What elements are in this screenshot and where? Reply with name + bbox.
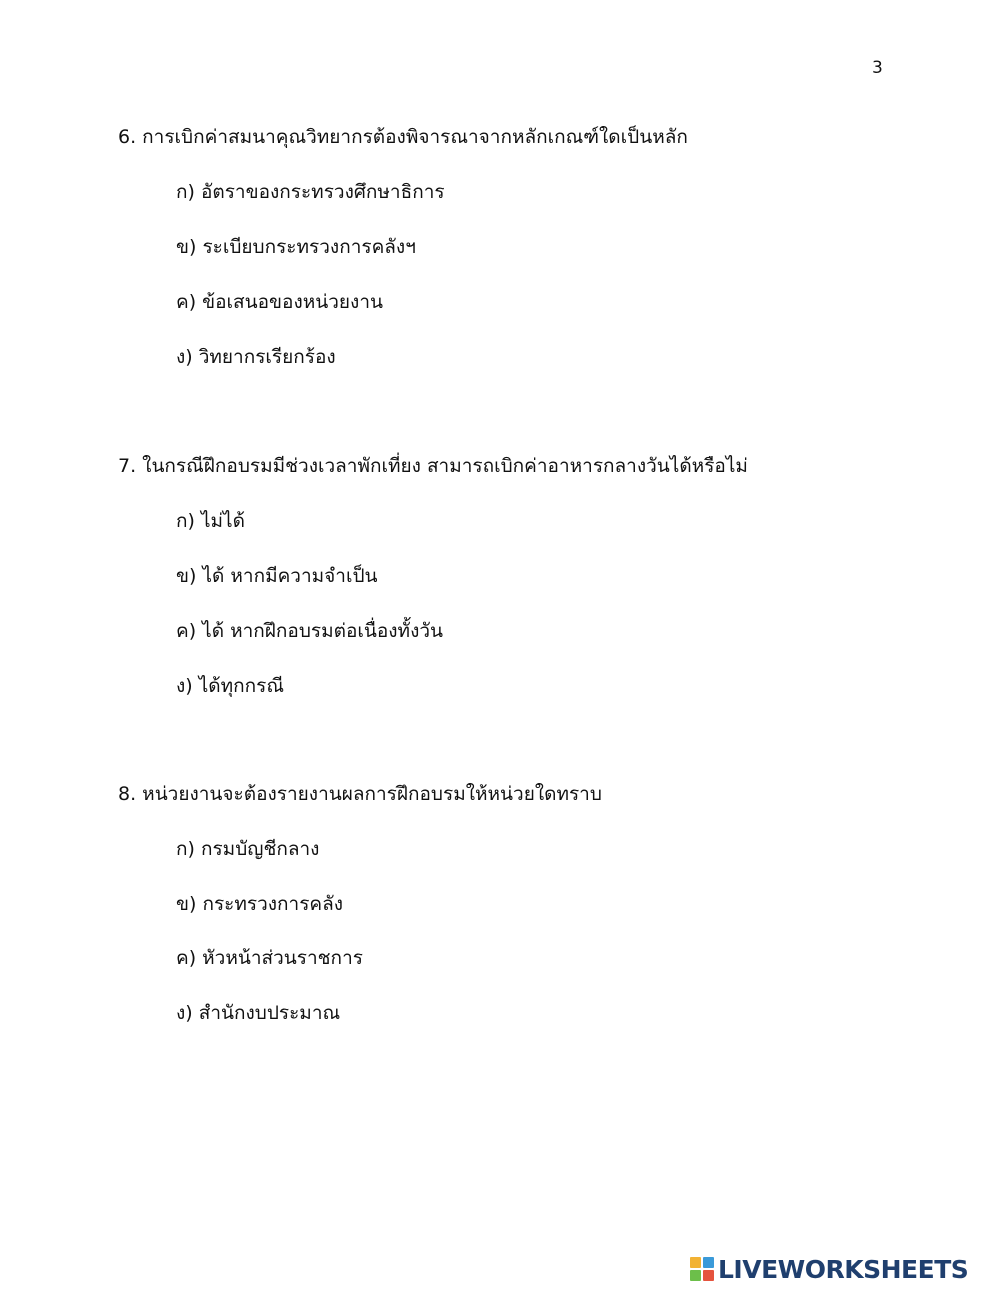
logo-squares-icon (690, 1257, 714, 1281)
page-number: 3 (872, 58, 883, 78)
question-6-option-b[interactable]: ข) ระเบียบกระทรวงการคลังฯ (176, 236, 416, 258)
question-7: 7. ในกรณีฝึกอบรมมีช่วงเวลาพักเที่ยง สามารถเบิกค่าอาหารกลางวันได้หรือไม่ (118, 455, 748, 477)
question-8: 8. หน่วยงานจะต้องรายงานผลการฝึกอบรมให้หน่วยใดทราบ (118, 783, 602, 805)
question-8-option-d[interactable]: ง) สำนักงบประมาณ (176, 1002, 341, 1024)
logo-square-3 (690, 1270, 701, 1281)
question-7-option-d[interactable]: ง) ได้ทุกกรณี (176, 675, 284, 697)
question-7-option-a[interactable]: ก) ไม่ได้ (176, 510, 245, 532)
liveworksheets-logo (690, 1252, 968, 1286)
question-8-option-a[interactable]: ก) กรมบัญชีกลาง (176, 838, 320, 860)
question-6-option-c[interactable]: ค) ข้อเสนอของหน่วยงาน (176, 291, 383, 313)
logo-square-4 (703, 1270, 714, 1281)
question-8-option-b[interactable]: ข) กระทรวงการคลัง (176, 893, 344, 915)
question-6-option-a[interactable]: ก) อัตราของกระทรวงศึกษาธิการ (176, 181, 445, 203)
question-6: 6. การเบิกค่าสมนาคุณวิทยากรต้องพิจารณาจากหลักเกณฑ์ใดเป็นหลัก (118, 126, 688, 148)
question-6-option-d[interactable]: ง) วิทยากรเรียกร้อง (176, 346, 336, 368)
question-7-option-c[interactable]: ค) ได้ หากฝึกอบรมต่อเนื่องทั้งวัน (176, 620, 444, 642)
question-8-option-c[interactable]: ค) หัวหน้าส่วนราชการ (176, 947, 363, 969)
logo-square-1 (690, 1257, 701, 1268)
logo-square-2 (703, 1257, 714, 1268)
question-7-option-b[interactable]: ข) ได้ หากมีความจำเป็น (176, 565, 378, 587)
logo-text: LIVEWORKSHEETS (718, 1254, 969, 1284)
